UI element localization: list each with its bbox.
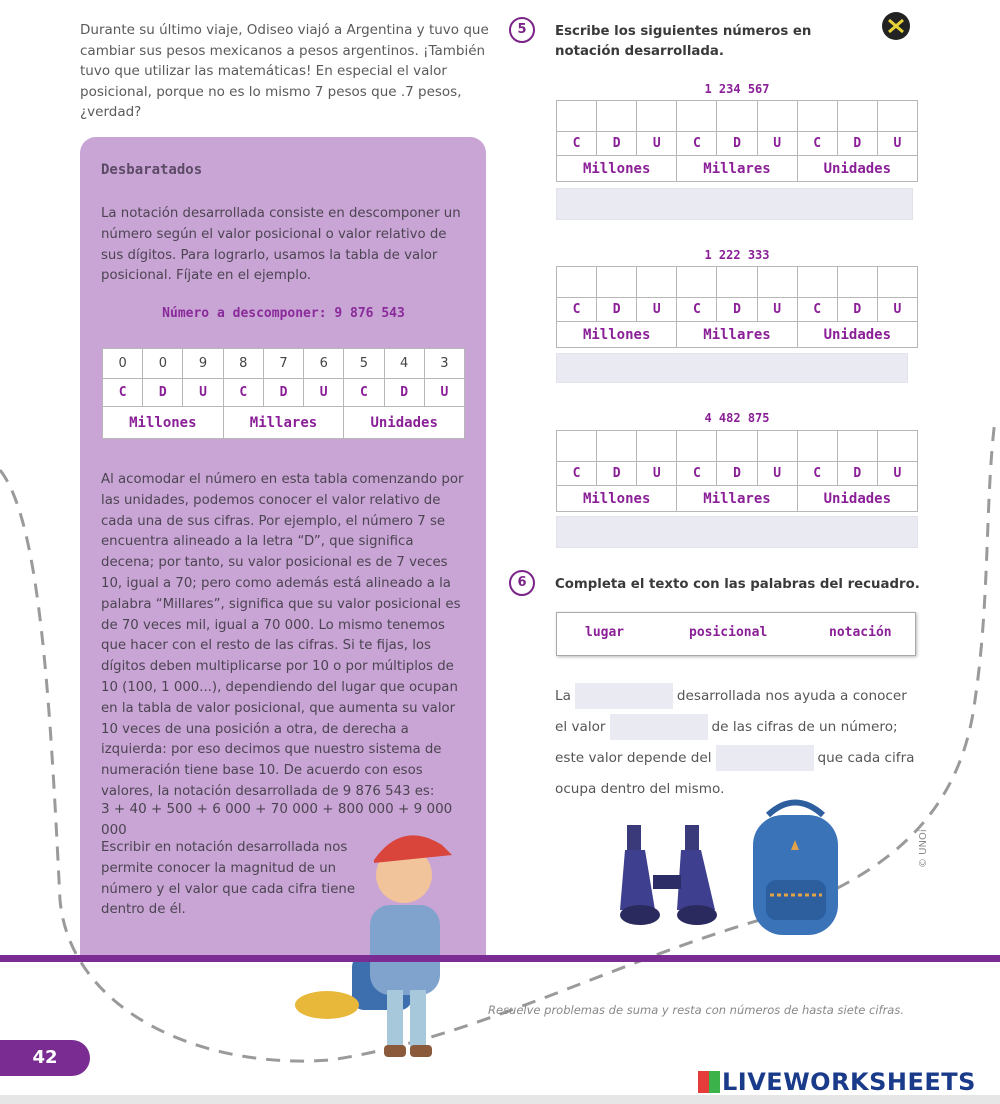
letter-cell: C [677, 462, 717, 486]
letter-cell: C [677, 132, 717, 156]
boy-illustration [292, 815, 482, 1065]
group-cell: Unidades [797, 486, 917, 512]
example-label: Número a descomponer: 9 876 543 [162, 306, 405, 321]
word-bank [556, 612, 916, 656]
exercise-5-number: 5 [509, 17, 535, 43]
group-cell: Millares [677, 322, 797, 348]
brand-text: LIVEWORKSHEETS [722, 1068, 976, 1096]
digit-cell-input[interactable] [677, 431, 717, 462]
letter-cell: D [837, 132, 877, 156]
digit-cell-input[interactable] [597, 101, 637, 132]
page-number: 42 [0, 1040, 90, 1076]
letter-cell: C [677, 298, 717, 322]
example-digit: 3 [424, 349, 464, 379]
digit-cell-input[interactable] [677, 267, 717, 298]
example-place-value-table [102, 348, 465, 439]
line-text: de las cifras de un número; [711, 719, 898, 735]
letter-cell: D [597, 462, 637, 486]
letter-cell: U [757, 462, 797, 486]
example-digit: 8 [223, 349, 263, 379]
letter-cell: C [557, 298, 597, 322]
letter-cell: D [597, 298, 637, 322]
digit-cell-input[interactable] [797, 431, 837, 462]
letter-cell: D [837, 298, 877, 322]
line-text: que cada cifra [817, 750, 915, 766]
fill-line-3 [555, 745, 915, 771]
digit-cell-input[interactable] [717, 431, 757, 462]
letter-cell: D [263, 379, 303, 407]
digit-cell-input[interactable] [557, 101, 597, 132]
page-bar [0, 955, 1000, 962]
letter-cell: U [877, 462, 917, 486]
group-cell: Millones [557, 322, 677, 348]
letter-cell: U [304, 379, 344, 407]
box-title: Desbaratados [101, 162, 203, 178]
blank-input-1[interactable] [575, 683, 673, 709]
digit-cell-input[interactable] [877, 267, 917, 298]
example-digit: 7 [263, 349, 303, 379]
group-cell: Millones [103, 407, 224, 439]
digit-cell-input[interactable] [877, 101, 917, 132]
group-cell: Unidades [797, 156, 917, 182]
place-value-table-3 [556, 430, 918, 512]
group-cell: Unidades [797, 322, 917, 348]
expanded-answer-input-3[interactable] [556, 516, 918, 548]
exercise-5-instruction: Escribe los siguientes números en notación desarrollada. [555, 24, 812, 59]
letter-cell: U [424, 379, 464, 407]
letter-cell: D [837, 462, 877, 486]
example-digit: 0 [143, 349, 183, 379]
line-text: La [555, 688, 571, 704]
line-text: desarrollada nos ayuda a conocer [676, 688, 907, 704]
letter-cell: U [757, 298, 797, 322]
line-text: este valor depende del [555, 750, 712, 766]
blank-input-2[interactable] [610, 714, 708, 740]
expanded-formula: 3 + 40 + 500 + 6 000 + 70 000 + 800 000 + 9 000 000 [101, 801, 453, 838]
brand-logo[interactable] [698, 1068, 976, 1096]
place-value-table-1 [556, 100, 918, 182]
group-cell: Millones [557, 156, 677, 182]
digit-cell-input[interactable] [637, 101, 677, 132]
example-digit: 5 [344, 349, 384, 379]
letter-cell: U [877, 298, 917, 322]
footer-note: Resuelve problemas de suma y resta con números de hasta siete cifras. [488, 1003, 904, 1017]
group-cell: Millares [223, 407, 344, 439]
badge-icon [880, 10, 912, 42]
digit-cell-input[interactable] [837, 267, 877, 298]
number-label-3: 4 482 875 [704, 411, 770, 425]
fill-line-4: ocupa dentro del mismo. [555, 781, 725, 797]
letter-cell: C [797, 462, 837, 486]
letter-cell: C [797, 132, 837, 156]
example-digit: 6 [304, 349, 344, 379]
letter-cell: D [717, 298, 757, 322]
binoculars-illustration [615, 820, 725, 930]
number-label-2: 1 222 333 [704, 248, 770, 262]
fill-line-1 [555, 683, 907, 709]
digit-cell-input[interactable] [797, 267, 837, 298]
brand-icon [698, 1071, 720, 1093]
digit-cell-input[interactable] [717, 267, 757, 298]
letter-cell: C [557, 132, 597, 156]
number-label-1: 1 234 567 [704, 82, 770, 96]
box-paragraph-3: Escribir en notación desarrollada nos permite conocer la magnitud de un número y el valor que cada cifra tiene dentro de él. [101, 840, 356, 918]
letter-cell: C [344, 379, 384, 407]
letter-cell: C [557, 462, 597, 486]
box-paragraph-1: La notación desarrollada consiste en descomponer un número según el valor posicional o valor relativo de sus dígitos. Para lograrlo, usamos la tabla de valor posicional. Fíjate en el ejemplo. [101, 206, 461, 284]
letter-cell: C [797, 298, 837, 322]
letter-cell: D [143, 379, 183, 407]
digit-cell-input[interactable] [877, 431, 917, 462]
expanded-answer-input-1[interactable] [556, 188, 913, 220]
backpack-illustration [748, 795, 843, 940]
letter-cell: U [637, 462, 677, 486]
digit-cell-input[interactable] [557, 267, 597, 298]
digit-cell-input[interactable] [677, 101, 717, 132]
group-cell: Millares [677, 486, 797, 512]
place-value-table-2 [556, 266, 918, 348]
digit-cell-input[interactable] [797, 101, 837, 132]
digit-cell-input[interactable] [597, 267, 637, 298]
digit-cell-input[interactable] [597, 431, 637, 462]
letter-cell: D [717, 462, 757, 486]
example-digit: 9 [183, 349, 223, 379]
letter-cell: U [637, 298, 677, 322]
digit-cell-input[interactable] [757, 267, 797, 298]
group-cell: Unidades [344, 407, 465, 439]
letter-cell: D [384, 379, 424, 407]
letter-cell: C [223, 379, 263, 407]
group-cell: Millones [557, 486, 677, 512]
digit-cell-input[interactable] [757, 101, 797, 132]
digit-cell-input[interactable] [717, 101, 757, 132]
example-digit: 0 [103, 349, 143, 379]
copyright: © UNOi [918, 829, 929, 868]
box-paragraph-2: Al acomodar el número en esta tabla comenzando por las unidades, podemos conocer el valor relativo de cada una de sus cifras. Por ejemplo, el número 7 se encuentra alineado a la letra “D”, que significa decena; por tanto, su valor posicional es de 7 veces 10, igual a 70; pero como además está alineado a la palabra “Millares”, significa que su valor posicional es de 70 veces mil, igual a 70 000. Lo mismo tenemos que hacer con el resto de las cifras. Si te fijas, los dígitos deben multiplicarse por 10 o por múltiplos de 10 (100, 1 000...), dependiendo del lugar que ocupan en la tabla de valor posicional, que aumenta su valor 10 veces de una posición a otra, de derecha a izquierda: por eso decimos que nuestro sistema de numeración tiene base 10. De acuerdo con esos valores, la notación desarrollada de 9 876 543 es: [101, 472, 464, 799]
letter-cell: U [757, 132, 797, 156]
digit-cell-input[interactable] [757, 431, 797, 462]
line-text: el valor [555, 719, 606, 735]
letter-cell: U [877, 132, 917, 156]
letter-cell: U [183, 379, 223, 407]
word-lugar: lugar [585, 625, 625, 640]
letter-cell: D [717, 132, 757, 156]
exercise-6-instruction: Completa el texto con las palabras del recuadro. [555, 577, 920, 592]
blank-input-3[interactable] [716, 745, 814, 771]
digit-cell-input[interactable] [837, 101, 877, 132]
digit-cell-input[interactable] [557, 431, 597, 462]
expanded-answer-input-2[interactable] [556, 353, 908, 383]
fill-line-2 [555, 714, 898, 740]
exercise-6-number: 6 [509, 570, 535, 596]
letter-cell: D [597, 132, 637, 156]
word-posicional: posicional [689, 625, 768, 640]
intro-paragraph: Durante su último viaje, Odiseo viajó a Argentina y tuvo que cambiar sus pesos mexicanos a pesos argentinos. ¡También tuvo que utilizar las matemáticas! En especial el valor posicional, porque no es lo mismo 7 pesos que .7 pesos, ¿verdad? [80, 22, 489, 120]
digit-cell-input[interactable] [637, 431, 677, 462]
digit-cell-input[interactable] [637, 267, 677, 298]
digit-cell-input[interactable] [837, 431, 877, 462]
letter-cell: U [637, 132, 677, 156]
letter-cell: C [103, 379, 143, 407]
bottom-strip [0, 1095, 1000, 1104]
example-digit: 4 [384, 349, 424, 379]
word-notacion: notación [829, 625, 892, 640]
group-cell: Millares [677, 156, 797, 182]
